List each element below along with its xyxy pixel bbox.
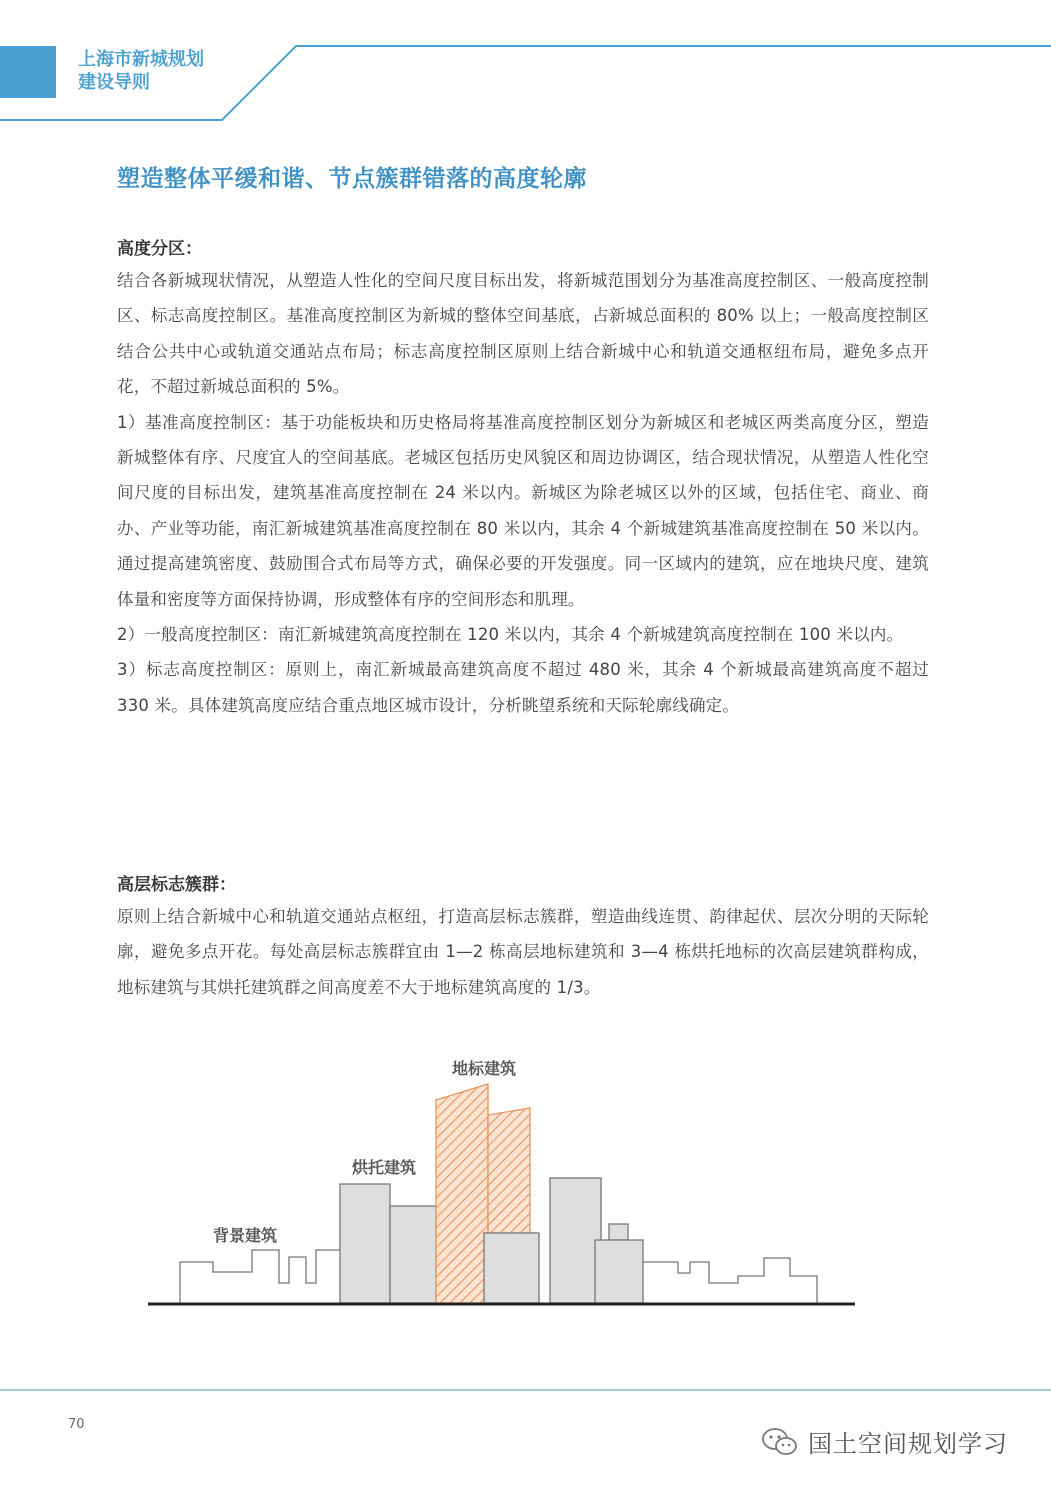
landmark-building — [436, 1084, 488, 1303]
section-heading-height-zoning: 高度分区： — [117, 239, 202, 259]
header-title-line2: 建设导则 — [78, 72, 150, 93]
paragraph: 1）基准高度控制区：基于功能板块和历史格局将基准高度控制区划分为新城区和老城区两类高度分区，塑造新城整体有序、尺度宜人的空间基底。老城区包括历史风貌区和周边协调区，结合现状情况，从塑造人性化空间尺度的目标出发，建筑基准高度控制在 24 米以内。新城区为除老城区以外的区域，包括住宅、商业、商办、产业等功能，南汇新城建筑基准高度控制在 80 米以内，其余 4 个新城建筑基准高度控制在 50 米以内。通过提高建筑密度、鼓励围合式布局等方式，确保必要的开发强度。同一区域内的建筑，应在地块尺度、建筑体量和密度等方面保持协调，形成整体有序的空间形态和肌理。 — [117, 412, 929, 609]
support-building — [484, 1233, 539, 1303]
paragraph: 3）标志高度控制区：原则上，南汇新城最高建筑高度不超过 480 米，其余 4 个新城最高建筑高度不超过 330 米。具体建筑高度应结合重点地区城市设计，分析眺望系统和天际轮廓线确定。 — [117, 660, 929, 715]
paragraph: 结合各新城现状情况，从塑造人性化的空间尺度目标出发，将新城范围划分为基准高度控制区、一般高度控制区、标志高度控制区。基准高度控制区为新城的整体空间基底，占新城总面积的 80% 以上；一般高度控制区结合公共中心或轨道交通站点布局；标志高度控制区原则上结合新城中心和轨道交通枢纽布局，避免多点开花，不超过新城总面积的 5%。 — [117, 271, 929, 397]
paragraph: 2）一般高度控制区：南汇新城建筑高度控制在 120 米以内，其余 4 个新城建筑高度控制在 100 米以内。 — [117, 625, 904, 645]
page-title: 塑造整体平缓和谐、节点簇群错落的高度轮廓 — [117, 166, 587, 192]
background-building-outline-left — [180, 1250, 340, 1303]
support-building — [390, 1206, 436, 1303]
footer-divider — [0, 1389, 1051, 1391]
label-background: 背景建筑 — [213, 1226, 278, 1245]
wechat-watermark — [760, 1424, 1008, 1459]
support-building — [550, 1178, 601, 1303]
header-title-line1: 上海市新城规划 — [78, 49, 204, 70]
support-building — [595, 1240, 643, 1303]
wechat-account-name: 国土空间规划学习 — [808, 1430, 1008, 1458]
support-building — [340, 1184, 390, 1303]
page-number: 70 — [68, 1417, 85, 1432]
background-building-outline-right — [643, 1258, 817, 1303]
paragraph: 原则上结合新城中心和轨道交通站点枢纽，打造高层标志簇群，塑造曲线连贯、韵律起伏、层次分明的天际轮廓，避免多点开花。每处高层标志簇群宜由 1—2 栋高层地标建筑和 3—4 栋烘托地标的次高层建筑群构成，地标建筑与其烘托建筑群之间高度差不大于地标建筑高度的 1/3。 — [117, 907, 929, 997]
support-building — [609, 1224, 628, 1240]
wechat-icon — [760, 1426, 800, 1458]
label-support: 烘托建筑 — [352, 1158, 417, 1177]
label-landmark: 地标建筑 — [452, 1059, 517, 1078]
section-heading-landmark-cluster: 高层标志簇群： — [117, 875, 236, 895]
